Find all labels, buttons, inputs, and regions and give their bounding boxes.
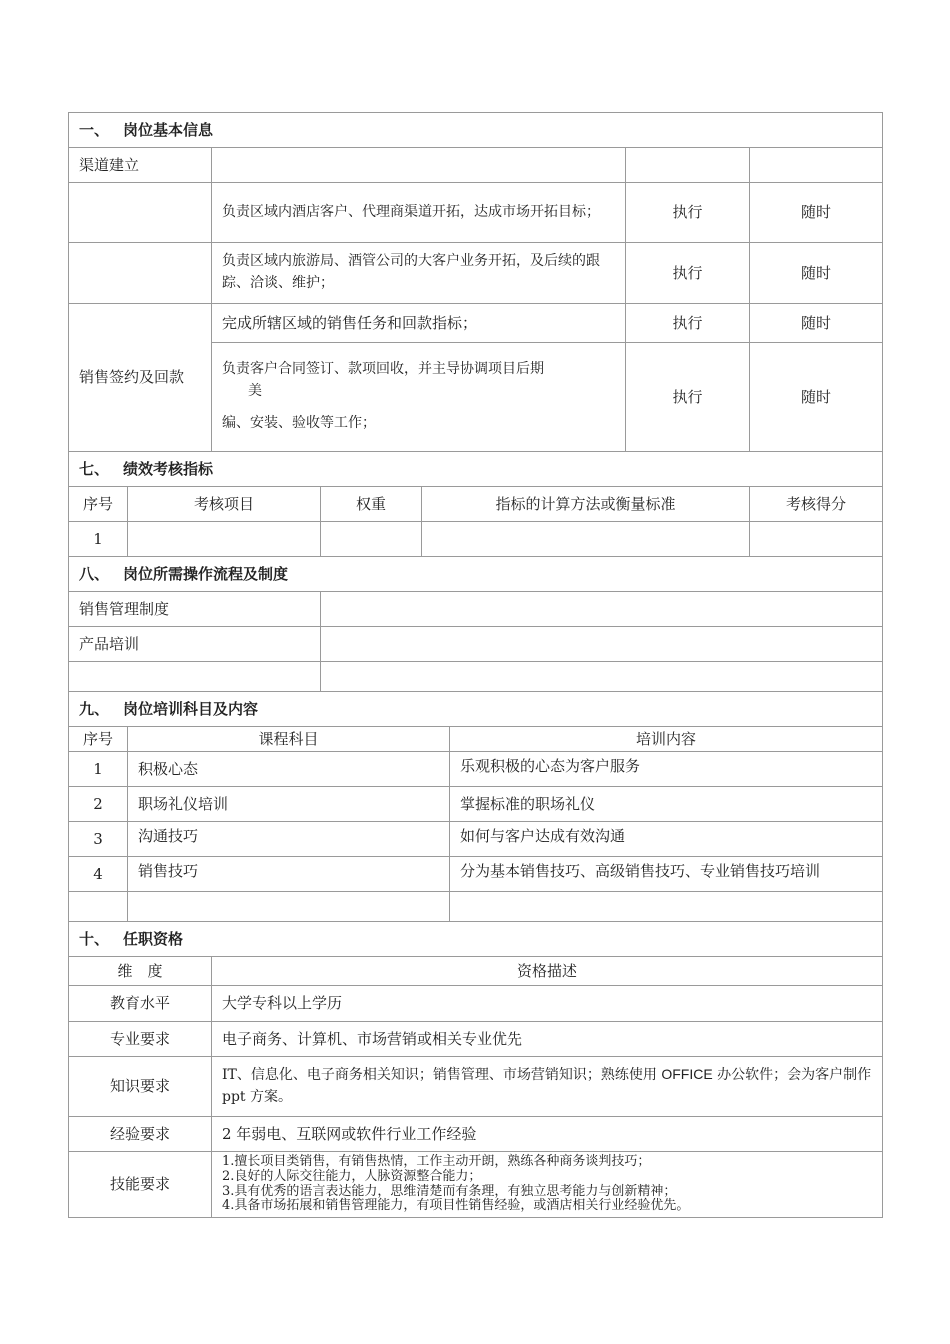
training-table: [68, 691, 883, 922]
table-row: 3 沟通技巧 如何与客户达成有效沟通: [69, 822, 883, 857]
performance-table: [68, 451, 883, 557]
table-row: 4 销售技巧 分为基本销售技巧、高级销售技巧、专业销售技巧培训: [69, 857, 883, 892]
duty-text: 负责区域内旅游局、酒管公司的大客户业务开拓，及后续的跟踪、洽谈、维护；: [212, 243, 626, 304]
table-row: [69, 662, 883, 692]
list-item: 2.良好的人际交往能力，人脉资源整合能力；: [222, 1168, 482, 1184]
table-row: 经验要求 2 年弱电、互联网或软件行业工作经验: [69, 1117, 883, 1152]
qualifications-table: [68, 921, 883, 1218]
table-row: 专业要求 电子商务、计算机、市场营销或相关专业优先: [69, 1022, 883, 1057]
section-heading: 九、 岗位培训科目及内容: [69, 692, 883, 727]
duty-role: 执行: [626, 343, 750, 452]
col-header: 权重: [321, 487, 422, 522]
col-header: 指标的计算方法或衡量标准: [422, 487, 750, 522]
col-header: 序号: [69, 487, 128, 522]
table-row: 产品培训: [69, 627, 883, 662]
sales-label: 销售签约及回款: [69, 304, 212, 452]
table-row: 技能要求 1.擅长项目类销售，有销售热情，工作主动开朗，熟练各种商务谈判技巧； 2.良好的人际交往能力，人脉资源整合能力； 3.具有优秀的语言表达能力，思维清楚而有条理，有独立思考能力与创新精神； 4.具备市场拓展和销售管理能力，有项目性销售经验，或酒店相关行业经验优先。: [69, 1152, 883, 1218]
section-heading: 八、 岗位所需操作流程及制度: [69, 557, 883, 592]
col-header: 资格描述: [212, 957, 883, 986]
section-heading: 十、 任职资格: [69, 922, 883, 957]
duty-text: 负责客户合同签订、款项回收，并主导协调项目后期 美 编、安装、验收等工作；: [212, 343, 626, 452]
col-header: 培训内容: [450, 727, 883, 752]
channel-label: 渠道建立: [69, 148, 212, 183]
duty-role: 执行: [626, 304, 750, 343]
duty-frequency: 随时: [750, 304, 883, 343]
list-item: 1.擅长项目类销售，有销售热情，工作主动开朗，熟练各种商务谈判技巧；: [222, 1153, 651, 1169]
table-row: 知识要求 IT、信息化、电子商务相关知识；销售管理、市场营销知识；熟练使用 OFFICE 办公软件；会为客户制作 ppt 方案。: [69, 1057, 883, 1117]
job-description-document: [68, 112, 882, 1218]
col-header: 序号: [69, 727, 128, 752]
table-row: 1: [69, 522, 883, 557]
col-header: 考核得分: [750, 487, 883, 522]
col-header: 维 度: [69, 957, 212, 986]
table-row: [69, 892, 883, 922]
list-item: 3.具有优秀的语言表达能力，思维清楚而有条理，有独立思考能力与创新精神；: [222, 1183, 677, 1199]
section-heading: 七、 绩效考核指标: [69, 452, 883, 487]
procedures-table: [68, 556, 883, 692]
table-row: 2 职场礼仪培训 掌握标准的职场礼仪: [69, 787, 883, 822]
duty-frequency: 随时: [750, 243, 883, 304]
table-row: 教育水平 大学专科以上学历: [69, 986, 883, 1022]
list-item: 4.具备市场拓展和销售管理能力，有项目性销售经验，或酒店相关行业经验优先。: [222, 1198, 690, 1214]
table-row: 销售管理制度: [69, 592, 883, 627]
table-row: 1 积极心态 乐观积极的心态为客户服务: [69, 752, 883, 787]
duty-role: 执行: [626, 183, 750, 243]
duty-text: 完成所辖区域的销售任务和回款指标；: [212, 304, 626, 343]
section-heading: 一、 岗位基本信息: [69, 113, 883, 148]
duty-frequency: 随时: [750, 183, 883, 243]
duty-role: 执行: [626, 243, 750, 304]
duty-frequency: 随时: [750, 343, 883, 452]
col-header: 课程科目: [128, 727, 450, 752]
col-header: 考核项目: [128, 487, 321, 522]
basic-info-table: [68, 112, 883, 452]
duty-text: 负责区域内酒店客户、代理商渠道开拓，达成市场开拓目标；: [212, 183, 626, 243]
